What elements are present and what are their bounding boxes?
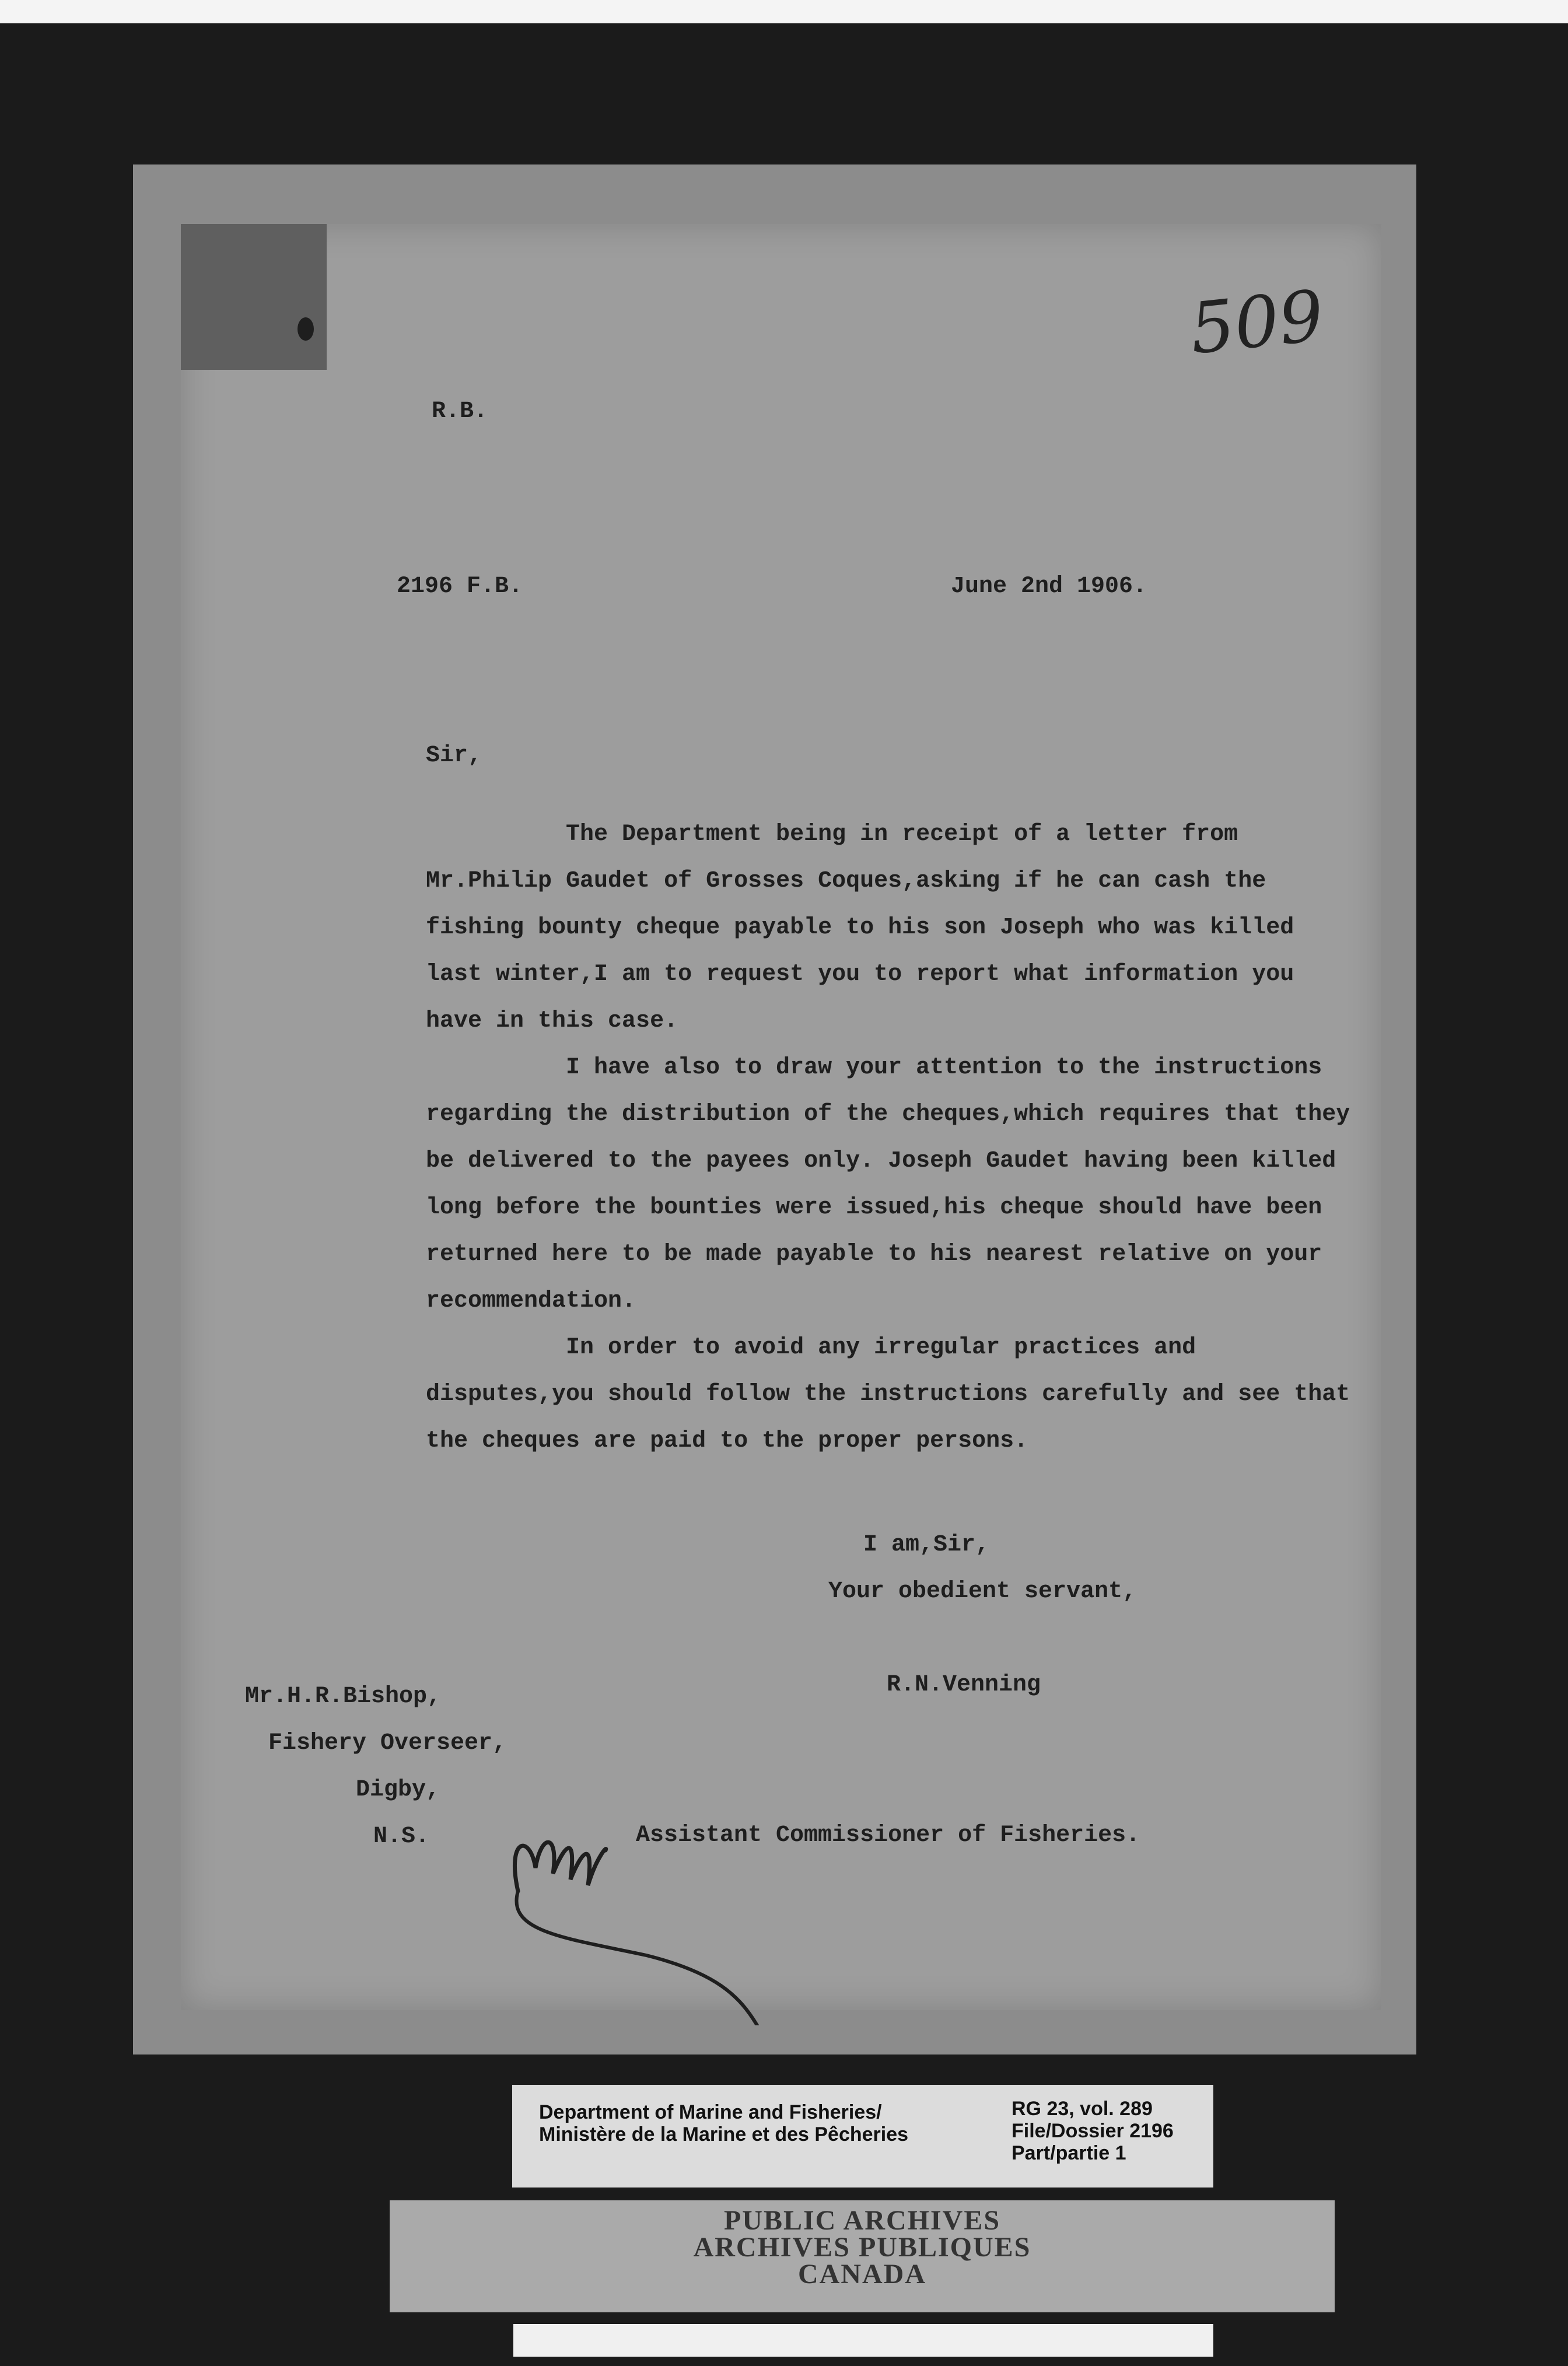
signer-title: Assistant Commissioner of Fisheries. (636, 1822, 1140, 1849)
header-initials: R.B. (432, 398, 488, 425)
stamp-line-1: PUBLIC ARCHIVES (723, 2205, 1001, 2236)
stamp-line-2: ARCHIVES PUBLIQUES (693, 2232, 1031, 2263)
closing-line-1: I am,Sir, (863, 1532, 990, 1558)
label-record-group: RG 23, vol. 289 (1012, 2098, 1153, 2120)
handwritten-page-number: 509 (1186, 275, 1328, 370)
handwritten-initials (495, 1780, 798, 2025)
archives-stamp (390, 2200, 1335, 2312)
punch-hole-icon (298, 317, 314, 341)
photo-mount (133, 164, 1416, 2054)
archive-reference-label (512, 2085, 1213, 2188)
label-file-number: File/Dossier 2196 (1012, 2120, 1174, 2142)
file-reference: 2196 F.B. (397, 573, 523, 600)
closing-line-2: Your obedient servant, (828, 1578, 1137, 1605)
signer-name: R.N.Venning (887, 1672, 1041, 1698)
label-department-fr: Ministère de la Marine et des Pêcheries (539, 2123, 909, 2146)
body-paragraph-3: In order to avoid any irregular practices and disputes,you should follow the instructions carefully and see that the cheques are paid to the proper persons. (426, 1335, 1350, 1454)
recipient-position: Fishery Overseer, (268, 1730, 507, 1756)
stamp-line-3: CANADA (798, 2259, 926, 2290)
recipient-town: Digby, (356, 1777, 440, 1803)
letter-body (426, 811, 1359, 1465)
salutation: Sir, (426, 743, 482, 769)
body-paragraph-2: I have also to draw your attention to the instructions regarding the distribution of the cheques,which requires that they be delivered to the payees only. Joseph Gaudet having been killed long before the bounties were issued,his cheque should have been returned here to be made payable to his nearest relative on your recommendation. (426, 1055, 1350, 1314)
scan-top-border (0, 0, 1568, 23)
bottom-label-strip (513, 2324, 1213, 2357)
recipient-province: N.S. (373, 1824, 430, 1850)
letter-sheet (181, 224, 1381, 2010)
letter-date: June 2nd 1906. (951, 573, 1147, 600)
recipient-name: Mr.H.R.Bishop, (245, 1684, 442, 1710)
body-paragraph-1: The Department being in receipt of a letter from Mr.Philip Gaudet of Grosses Coques,asking if he can cash the fishing bounty cheque payable to his son Joseph who was killed last winter,I am to request you to report what information you have in this case. (426, 821, 1294, 1034)
label-part-number: Part/partie 1 (1012, 2142, 1126, 2164)
corner-tab (181, 224, 327, 370)
label-department-en: Department of Marine and Fisheries/ (539, 2101, 882, 2123)
